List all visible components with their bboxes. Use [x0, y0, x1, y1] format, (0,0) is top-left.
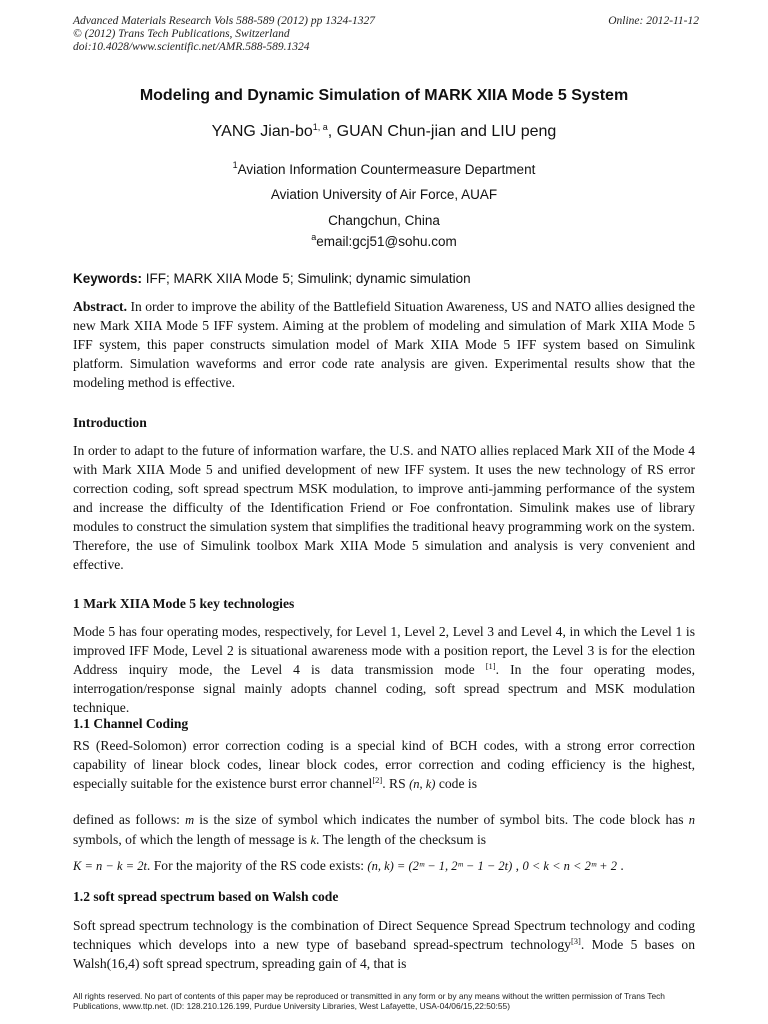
section-1-1-equation-line: [73, 856, 695, 876]
equation-rs: (n, k) = (2ᵐ − 1, 2ᵐ − 1 − 2t): [367, 859, 513, 873]
author-1-sup: 1, a: [312, 122, 328, 132]
equation-checksum: K = n − k = 2t: [73, 859, 147, 873]
citation-1: [1]: [485, 661, 496, 671]
affiliation-email: [73, 232, 695, 249]
keywords-label: Keywords:: [73, 271, 143, 286]
email-text: email:gcj51@sohu.com: [316, 234, 457, 249]
section-1-1-text-a: RS (Reed-Solomon) error correction coding is a special kind of BCH codes, with a strong error correction capability of linear block codes, linear block codes, error correction and coding efficiency is the highest, especially suitable for the existence burst error channel: [73, 738, 695, 791]
def-text-c: symbols, of which the length of message is: [73, 832, 311, 847]
journal-header: [73, 15, 699, 54]
affiliation-location: Changchun, China: [328, 213, 440, 228]
citation-2: [2]: [372, 775, 383, 785]
intro-heading: Introduction: [73, 415, 147, 430]
copyright-line: © (2012) Trans Tech Publications, Switzerland: [73, 28, 290, 40]
keywords-text: IFF; MARK XIIA Mode 5; Simulink; dynamic simulation: [142, 271, 471, 286]
section-1-2-text: [73, 916, 695, 973]
intro-text: In order to adapt to the future of information warfare, the U.S. and NATO allies replaced Mark XII of the Mode 4 with Mark XIIA Mode 5 and unified development of new IFF system. It uses the new technology of RS error correction coding, soft spread spectrum MSK modulation, to improve anti-jamming performance of the system and increase the difficulty of the Identification Friend or Foe confrontation. Simulink makes use of library modules to construct the simulation system that simplifies the traditional heavy programming work on the system. Therefore, the use of Simulink toolbox Mark XIIA Mode 5 simulation and analysis is very convenient and effective.: [73, 443, 695, 572]
section-1-2-text-b: . Mode 5 bases on Walsh(16,4) soft spread spectrum, spreading gain of 4, that is: [73, 937, 696, 971]
eq-text-c: .: [616, 858, 624, 873]
citation-3: [3]: [570, 936, 581, 946]
equation-inequality: 0 < k < n < 2ᵐ + 2: [522, 859, 617, 873]
keywords: [73, 271, 697, 286]
section-1-text: [73, 622, 695, 717]
paper-title: Modeling and Dynamic Simulation of MARK XIIA Mode 5 System: [139, 87, 629, 104]
authors-rest: , GUAN Chun-jian and LIU peng: [327, 123, 557, 140]
affiliation-line-1: Aviation Information Countermeasure Department: [237, 162, 536, 177]
abstract: [73, 297, 695, 392]
section-1-text-b: . In the four operating modes, interrogation/response signal mainly adopts channel coding, soft spread spectrum and MSK modulation technique.: [73, 662, 695, 715]
section-1-1-text: [73, 736, 695, 794]
section-1-1-text-b: . RS: [382, 776, 410, 791]
def-text-d: . The length of the checksum is: [316, 832, 487, 847]
affiliation-university: Aviation University of Air Force, AUAF: [270, 187, 498, 202]
section-1-heading: 1 Mark XIIA Mode 5 key technologies: [73, 596, 295, 611]
doi-line: doi:10.4028/www.scientific.net/AMR.588-589.1324: [73, 41, 310, 53]
online-date: Online: 2012-11-12: [608, 15, 699, 27]
abstract-label: Abstract.: [73, 299, 127, 314]
eq-text-b: ,: [512, 858, 523, 873]
section-1-1-definition: [73, 810, 695, 850]
section-1-2-text-a: Soft spread spectrum technology is the combination of Direct Sequence Spread Spectrum technology and coding techniques which develops into a new type of baseband spread-spectrum technology: [73, 918, 695, 952]
affiliation-sup: 1: [232, 160, 238, 170]
math-k: k: [310, 833, 317, 847]
rs-math: (n, k): [409, 777, 436, 791]
author-list: [73, 122, 695, 141]
math-n: n: [688, 813, 695, 827]
author-1: YANG Jian-bo: [211, 123, 313, 140]
section-1-1-text-c: code is: [435, 776, 477, 791]
section-1-1-heading: 1.1 Channel Coding: [73, 716, 189, 731]
copyright-footer: All rights reserved. No part of contents of this paper may be reproduced or transmitted in any form or by any means without the written permission of Trans Tech Publications, www.ttp.net. (ID: 128.210.126.199, Purdue University Libraries, West Lafayette, USA-04/06/15,22:50:55): [73, 991, 665, 1011]
abstract-text: In order to improve the ability of the Battlefield Situation Awareness, US and NATO allies designed the new Mark XIIA Mode 5 IFF system. Aiming at the problem of modeling and simulation of Mark XIIA Mode 5 IFF system, this paper constructs simulation model of Mark XIIA Mode 5 IFF system based on Simulink platform. Simulation waveforms and error code rate analysis are given. Experimental results show that the modeling method is effective.: [73, 299, 695, 390]
def-text-a: defined as follows:: [73, 812, 186, 827]
section-1-text-a: Mode 5 has four operating modes, respectively, for Level 1, Level 2, Level 3 and Level 4, in which the Level 1 is improved IFF Mode, Level 2 is situational awareness mode with a position report, the Level 3 is for the election Address inquiry mode, the Level 4 is data transmission mode: [73, 624, 695, 677]
affiliation-department: [73, 160, 695, 177]
journal-citation: Advanced Materials Research Vols 588-589 (2012) pp 1324-1327: [73, 15, 376, 27]
section-1-2-heading: 1.2 soft spread spectrum based on Walsh code: [73, 889, 339, 904]
eq-text-a: . For the majority of the RS code exists:: [146, 858, 368, 873]
math-m: m: [185, 813, 195, 827]
def-text-b: is the size of symbol which indicates the number of symbol bits. The code block has: [194, 812, 689, 827]
email-sup: a: [311, 232, 317, 242]
